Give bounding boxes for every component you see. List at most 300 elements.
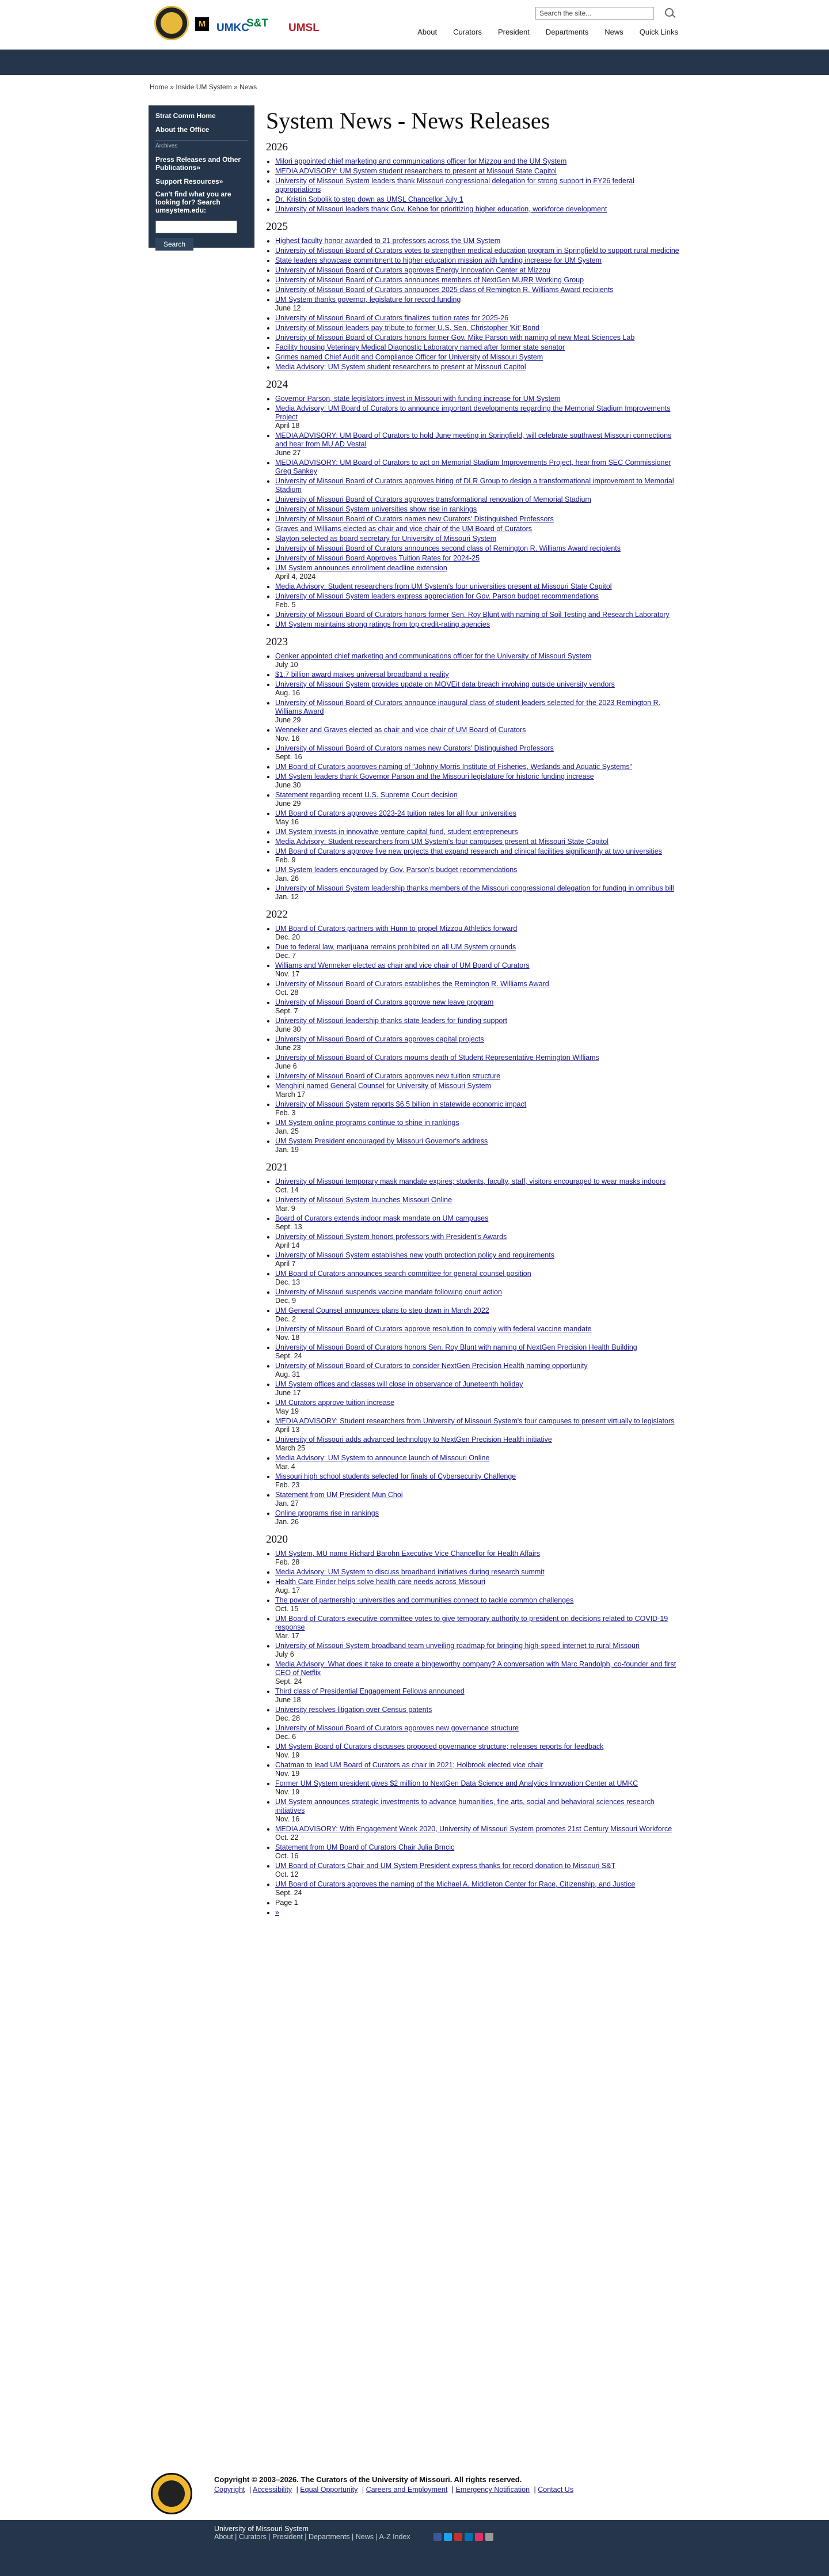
news-date: June 23 [275, 1044, 301, 1052]
news-link[interactable]: University of Missouri suspends vaccine mandate following court action [275, 1288, 502, 1296]
list-item [275, 680, 680, 698]
news-link[interactable]: Media Advisory: What does it take to create a bingeworthy company? A conversation with Marc Randolph, co-founder and first CEO of Netflix [275, 1660, 676, 1677]
news-year-list [266, 1177, 680, 1526]
footer-link-emergency-notification[interactable]: Emergency Notification [455, 2486, 530, 2494]
list-item [275, 157, 680, 166]
news-link[interactable]: UM System offices and classes will close in observance of Juneteenth holiday [275, 1380, 523, 1388]
list-item [275, 1214, 680, 1232]
list-item [275, 838, 680, 846]
news-date: Nov. 16 [275, 1815, 300, 1823]
news-link[interactable]: MEDIA ADVISORY: UM System student researchers to present at Missouri State Capitol [275, 167, 557, 175]
news-link[interactable]: UM System announces enrollment deadline extension [275, 564, 447, 572]
header-banner [0, 50, 829, 75]
news-date: April 14 [275, 1241, 300, 1249]
news-link[interactable]: MEDIA ADVISORY: UM Board of Curators to act on Memorial Stadium Improvements Project, hear from SEC Commissioner Greg Sankey [275, 459, 671, 475]
year-heading: 2024 [266, 378, 288, 391]
news-link[interactable]: Slayton selected as board secretary for University of Missouri System [275, 535, 497, 543]
news-date: Dec. 6 [275, 1733, 296, 1741]
list-item [275, 1054, 680, 1071]
news-link[interactable]: Governor Parson, state legislators invest in Missouri with funding increase for UM System [275, 395, 561, 403]
news-link[interactable]: UM Board of Curators approves naming of "Johnny Morris Institute of Fisheries, Wetlands and Aquatic Systems" [275, 763, 633, 771]
list-item [275, 1035, 680, 1052]
news-link[interactable]: University of Missouri Board of Curators honors former Sen. Roy Blunt with naming of Soil Testing and Research Laboratory [275, 611, 670, 619]
news-date: Nov. 18 [275, 1334, 300, 1342]
news-link[interactable]: University of Missouri Board Approves Tuition Rates for 2024-25 [275, 554, 480, 562]
news-link[interactable]: UM System maintains strong ratings from top credit-rating agencies [275, 620, 490, 628]
news-link[interactable]: University of Missouri System leaders thank Missouri congressional delegation for strong support in FY26 federal appropriations [275, 177, 634, 194]
footer-separator: | [532, 2486, 538, 2494]
news-link[interactable]: Former UM System president gives $2 million to NextGen Data Science and Analytics Innovation Center at UMKC [275, 1779, 638, 1787]
news-link[interactable]: Milori appointed chief marketing and communications officer for Mizzou and the UM System [275, 157, 567, 165]
site-search-input[interactable]: Search the site... [535, 7, 654, 20]
news-link[interactable]: University of Missouri temporary mask mandate expires; students, faculty, staff, visitors encouraged to wear masks indoors [275, 1177, 666, 1185]
news-link[interactable]: Graves and Williams elected as chair and vice chair of the UM Board of Curators [275, 525, 533, 533]
news-link[interactable]: UM System invests in innovative venture capital fund, student entrepreneurs [275, 828, 518, 836]
list-item [275, 286, 680, 294]
news-link[interactable]: Grimes named Chief Audit and Compliance Officer for University of Missouri System [275, 353, 543, 361]
news-link[interactable]: University of Missouri Board of Curators approves new governance structure [275, 1724, 519, 1732]
news-date: June 18 [275, 1696, 301, 1704]
um-system-seal-logo[interactable] [154, 6, 189, 40]
news-link[interactable]: University of Missouri System leaders express appreciation for Gov. Parson budget recommendations [275, 592, 599, 600]
news-date: Dec. 9 [275, 1297, 296, 1305]
missouri-st-logo[interactable]: S&T [246, 17, 268, 29]
list-item [275, 404, 680, 430]
news-link[interactable]: Media Advisory: UM System to announce launch of Missouri Online [275, 1454, 490, 1462]
news-link[interactable]: University of Missouri System leadership thanks members of the Missouri congressional delegation for funding in omnibus bill [275, 884, 674, 892]
news-date: Mar. 4 [275, 1463, 295, 1471]
sidebar-search-button[interactable]: Search [155, 238, 193, 251]
news-link[interactable]: UM Curators approve tuition increase [275, 1399, 395, 1407]
news-date: Nov. 17 [275, 970, 300, 978]
list-item [275, 1724, 680, 1741]
nav-item-quick-links[interactable]: Quick Links [639, 28, 678, 36]
news-link[interactable]: Facility housing Veterinary Medical Diagnostic Laboratory named after former state senator [275, 343, 565, 351]
nav-item-curators[interactable]: Curators [453, 28, 482, 36]
search-icon[interactable] [663, 7, 677, 20]
flickr-icon[interactable] [485, 2533, 493, 2541]
news-link[interactable]: University of Missouri Board of Curators finalizes tuition rates for 2025-26 [275, 314, 509, 322]
list-item [275, 1550, 680, 1567]
page-title: System News - News Releases [266, 108, 550, 134]
news-year-list [266, 395, 680, 629]
news-link[interactable]: UM Board of Curators approves the naming of the Michael A. Middleton Center for Race, Citizenship, and Justice [275, 1880, 636, 1888]
year-heading: 2020 [266, 1533, 288, 1545]
twitter-icon[interactable] [444, 2533, 452, 2541]
news-link[interactable]: Wenneker and Graves elected as chair and vice chair of UM Board of Curators [275, 726, 526, 734]
list-item [275, 1435, 680, 1453]
list-item [275, 505, 680, 514]
sidebar-link-support-resources[interactable]: Support Resources» [155, 177, 223, 185]
news-date: Feb. 23 [275, 1481, 300, 1489]
news-link[interactable]: Board of Curators extends indoor mask mandate on UM campuses [275, 1214, 489, 1222]
list-item [275, 1017, 680, 1034]
footer-separator: | [450, 2486, 456, 2494]
list-item [275, 535, 680, 543]
list-item [275, 1119, 680, 1136]
list-item [275, 334, 680, 342]
news-date: May 16 [275, 818, 299, 826]
footer-bar [0, 2520, 829, 2576]
news-link[interactable]: MEDIA ADVISORY: Student researchers from University of Missouri System's four campuses to present virtually to legislators [275, 1417, 675, 1425]
news-link[interactable]: University of Missouri leadership thanks state leaders for funding support [275, 1017, 507, 1025]
list-item [275, 1325, 680, 1342]
news-link[interactable]: University of Missouri System establishes new youth protection policy and requirements [275, 1251, 554, 1259]
list-item [275, 1306, 680, 1324]
news-link[interactable]: Media Advisory: UM Board of Curators to announce important developments regarding the Memorial Stadium Improvements Project [275, 404, 671, 421]
list-item [275, 1687, 680, 1704]
sidebar-search-input[interactable] [155, 221, 237, 233]
news-link[interactable]: MEDIA ADVISORY: With Engagement Week 2020, University of Missouri System promotes 21st Century Missouri Workforce [275, 1825, 672, 1833]
list-item [275, 791, 680, 808]
list-item [275, 1362, 680, 1379]
list-item [275, 1706, 680, 1723]
list-item [275, 459, 680, 476]
sidebar-link-strat-comm-home[interactable]: Strat Comm Home [155, 112, 216, 120]
news-date: April 4, 2024 [275, 573, 316, 581]
news-link[interactable]: University of Missouri System launches Missouri Online [275, 1196, 452, 1204]
news-link[interactable]: Dr. Kristin Sobolik to step down as UMSL Chancellor July 1 [275, 195, 463, 203]
news-link[interactable]: University of Missouri Board of Curators honors Sen. Roy Blunt with naming of NextGen Precision Health Building [275, 1343, 637, 1351]
list-item [275, 1660, 680, 1686]
news-link[interactable]: University of Missouri Board of Curators approves new tuition structure [275, 1072, 501, 1080]
news-date: Oct. 16 [275, 1852, 299, 1860]
news-date: March 25 [275, 1444, 306, 1452]
list-item [275, 1642, 680, 1659]
news-date: Sept. 24 [275, 1677, 302, 1685]
nav-item-president[interactable]: President [497, 28, 530, 36]
list-item [275, 1100, 680, 1117]
news-link[interactable]: University of Missouri leaders thank Gov. Kehoe for prioritizing higher education, workforce development [275, 205, 607, 213]
list-item [275, 1825, 680, 1842]
main-content [266, 107, 680, 1918]
news-date: Aug. 17 [275, 1586, 301, 1594]
news-date: April 13 [275, 1426, 300, 1434]
news-link[interactable]: University of Missouri System provides update on MOVEit data breach involving outside university vendors [275, 680, 615, 688]
list-item [275, 699, 680, 725]
list-item [275, 1491, 680, 1508]
footer [0, 2463, 829, 2520]
pager-current: • Page 1 [275, 1899, 680, 1907]
footer-link-contact-us[interactable]: Contact Us [538, 2486, 574, 2494]
list-item [275, 1251, 680, 1268]
copyright-text: Copyright © 2003–2026. The Curators of the University of Missouri. All rights reserved. [214, 2475, 522, 2484]
news-link[interactable]: Statement from UM President Mun Choi [275, 1491, 403, 1499]
list-item [275, 670, 680, 679]
list-item [275, 1380, 680, 1397]
news-link[interactable]: Media Advisory: UM System student researchers to present at Missouri Capitol [275, 363, 526, 371]
breadcrumb [150, 83, 257, 91]
news-link[interactable]: UM System leaders thank Governor Parson and the Missouri legislature for historic funding increase [275, 772, 594, 781]
pager-next-link[interactable]: » [275, 1908, 279, 1916]
news-link[interactable]: University of Missouri leaders pay tribute to former U.S. Sen. Christopher 'Kit' Bond [275, 324, 540, 332]
news-link[interactable]: University of Missouri Board of Curators approve new leave program [275, 998, 494, 1006]
news-link[interactable]: University of Missouri System universities show rise in rankings [275, 505, 477, 513]
list-item [275, 431, 680, 457]
list-item [275, 1233, 680, 1250]
list-item [275, 763, 680, 771]
umkc-logo[interactable]: UMKC [216, 22, 249, 34]
footer-separator: | [247, 2486, 253, 2494]
mizzou-logo[interactable]: M [195, 17, 209, 31]
news-link[interactable]: University of Missouri Board of Curators votes to strengthen medical education program in Springfield to support rural medicine [275, 247, 679, 255]
linkedin-icon[interactable] [465, 2533, 473, 2541]
news-date: Aug. 16 [275, 689, 301, 697]
list-item [275, 1578, 680, 1595]
news-date: Oct. 14 [275, 1186, 299, 1194]
list-item [275, 1137, 680, 1154]
list-item [275, 314, 680, 323]
news-link[interactable]: Media Advisory: UM System to discuss broadband initiatives during research summit [275, 1568, 545, 1576]
list-item [275, 1798, 680, 1824]
news-link[interactable]: University of Missouri System honors professors with President's Awards [275, 1233, 507, 1241]
list-item [275, 1596, 680, 1613]
list-item [275, 943, 680, 960]
news-link[interactable]: Missouri high school students selected for finals of Cybersecurity Challenge [275, 1472, 516, 1480]
list-item [275, 652, 680, 669]
news-date: June 27 [275, 449, 301, 457]
news-link[interactable]: UM System leaders encouraged by Gov. Parson's budget recommendations [275, 866, 518, 874]
news-link[interactable]: UM Board of Curators announces search committee for general counsel position [275, 1270, 531, 1278]
footer-bar-links[interactable]: About | Curators | President | Departments | News | A-Z Index [214, 2533, 410, 2541]
list-item [275, 477, 680, 494]
nav-item-departments[interactable]: Departments [545, 28, 589, 36]
umsl-logo[interactable]: UMSL [288, 22, 320, 34]
news-link[interactable]: Highest faculty honor awarded to 21 professors across the UM System [275, 237, 501, 245]
list-item [275, 611, 680, 619]
list-item [275, 395, 680, 403]
news-date: Dec. 20 [275, 933, 301, 941]
instagram-icon[interactable] [475, 2533, 483, 2541]
news-date: Oct. 22 [275, 1833, 299, 1842]
list-item [275, 1288, 680, 1305]
list-item [275, 544, 680, 553]
news-link[interactable]: UM General Counsel announces plans to step down in March 2022 [275, 1306, 489, 1314]
list-item [275, 195, 680, 204]
news-date: Sept. 13 [275, 1223, 302, 1231]
news-link[interactable]: Statement regarding recent U.S. Supreme Court decision [275, 791, 458, 799]
sidebar-link-press-releases[interactable]: Press Releases and Other Publications» [155, 156, 241, 172]
news-link[interactable]: Media Advisory: Student researchers from UM System's four universities present at Missouri State Capitol [275, 582, 612, 590]
news-link[interactable]: UM Board of Curators executive committee votes to give temporary authority to president on decisions related to COVID-19 response [275, 1615, 668, 1631]
nav-item-about[interactable]: About [417, 28, 438, 36]
pagination [266, 1899, 680, 1917]
list-item [275, 515, 680, 524]
year-heading: 2026 [266, 141, 288, 153]
news-link[interactable]: State leaders showcase commitment to higher education mission with funding increase for UM System [275, 256, 602, 264]
list-item [275, 1779, 680, 1797]
list-item [275, 177, 680, 194]
news-date: Feb. 28 [275, 1558, 300, 1566]
news-link[interactable]: Menghini named General Counsel for University of Missouri System [275, 1082, 492, 1090]
news-link[interactable]: UM System President encouraged by Missouri Governor's address [275, 1137, 488, 1145]
list-item [275, 1196, 680, 1213]
news-date: Feb. 9 [275, 856, 296, 864]
news-date: Jan. 19 [275, 1146, 299, 1154]
list-item [275, 353, 680, 362]
news-link[interactable]: University of Missouri Board of Curators establishes the Remington R. Williams Award [275, 980, 549, 988]
list-item [275, 1472, 680, 1490]
news-link[interactable]: Williams and Wenneker elected as chair and vice chair of UM Board of Curators [275, 961, 530, 969]
breadcrumb-item: News [239, 83, 257, 91]
list-item [275, 772, 680, 790]
breadcrumb-item[interactable]: Home [150, 83, 169, 91]
footer-link-careers-and-employment[interactable]: Careers and Employment [366, 2486, 448, 2494]
footer-link-copyright[interactable]: Copyright [214, 2486, 245, 2494]
list-item [275, 1082, 680, 1099]
news-link[interactable]: UM System online programs continue to shine in rankings [275, 1119, 459, 1127]
news-link[interactable]: University of Missouri Board of Curators honors former Gov. Mike Parson with naming of new Meat Sciences Lab [275, 334, 635, 342]
footer-link-accessibility[interactable]: Accessibility [253, 2486, 292, 2494]
news-link[interactable]: University of Missouri System reports $6.5 billion in statewide economic impact [275, 1100, 527, 1108]
news-link[interactable]: University of Missouri Board of Curators announces second class of Remington R. Williams Award recipients [275, 544, 621, 552]
news-link[interactable]: Due to federal law, marijuana remains prohibited on all UM System grounds [275, 943, 516, 951]
news-list [266, 141, 680, 1897]
news-date: Jan. 26 [275, 874, 299, 882]
news-link[interactable]: UM System announces strategic investments to advance humanities, fine arts, social and behavioral sciences research initiatives [275, 1798, 655, 1814]
news-link[interactable]: University of Missouri Board of Curators names new Curators' Distinguished Professors [275, 744, 554, 752]
news-date: May 19 [275, 1407, 299, 1415]
list-item [275, 809, 680, 827]
news-link[interactable]: University of Missouri Board of Curators announce inaugural class of student leaders selected for the 2023 Remington R. Williams Award [275, 699, 661, 715]
news-link[interactable]: University of Missouri Board of Curators announces members of NextGen MURR Working Group [275, 276, 584, 284]
news-link[interactable]: University of Missouri Board of Curators approve resolution to comply with federal vaccine mandate [275, 1325, 592, 1333]
list-item [275, 582, 680, 591]
list-item [275, 1509, 680, 1526]
list-item [275, 276, 680, 285]
year-heading: 2021 [266, 1161, 288, 1173]
footer-links [214, 2486, 576, 2494]
news-link[interactable]: University of Missouri Board of Curators to consider NextGen Precision Health naming opportunity [275, 1362, 588, 1370]
news-date: Nov. 19 [275, 1751, 300, 1759]
list-item [275, 525, 680, 533]
news-link[interactable]: University of Missouri Board of Curators announces 2025 class of Remington R. Williams Award recipients [275, 286, 614, 294]
news-link[interactable]: University of Missouri Board of Curators approves transformational renovation of Memorial Stadium [275, 495, 591, 503]
news-link[interactable]: Online programs rise in rankings [275, 1509, 379, 1517]
list-item [275, 343, 680, 352]
news-link[interactable]: UM Board of Curators partners with Hunn to propel Mizzou Athletics forward [275, 925, 518, 933]
news-link[interactable]: UM System, MU name Richard Barohn Executive Vice Chancellor for Health Affairs [275, 1550, 541, 1558]
news-link[interactable]: Third class of Presidential Engagement Fellows announced [275, 1687, 465, 1695]
news-date: June 17 [275, 1389, 301, 1397]
list-item [275, 884, 680, 901]
news-date: April 7 [275, 1260, 296, 1268]
news-link[interactable]: Media Advisory: Student researchers from UM System's four campuses present at Missouri State Capitol [275, 838, 609, 846]
news-link[interactable]: University of Missouri System broadband team unveiling roadmap for bringing high-speed internet to rural Missouri [275, 1642, 640, 1650]
news-link[interactable]: UM Board of Curators approve five new projects that expand research and clinical facilities significantly at two universities [275, 847, 662, 855]
news-date: Mar. 17 [275, 1632, 299, 1640]
list-item [275, 1072, 680, 1081]
news-year-list [266, 652, 680, 901]
news-link[interactable]: The power of partnership: universities and communities connect to tackle common challenges [275, 1596, 574, 1604]
sidebar-divider [155, 140, 248, 141]
news-date: Oct. 15 [275, 1605, 299, 1613]
news-date: Jan. 12 [275, 893, 299, 901]
breadcrumb-item[interactable]: Inside UM System [176, 83, 232, 91]
news-date: July 10 [275, 661, 298, 669]
news-date: Nov. 19 [275, 1788, 300, 1796]
breadcrumb-separator: » [168, 83, 176, 91]
list-item [275, 1843, 680, 1861]
year-heading: 2022 [266, 908, 288, 920]
list-item [275, 744, 680, 762]
list-item [275, 564, 680, 581]
list-item [275, 266, 680, 275]
news-date: Sept. 24 [275, 1889, 302, 1897]
news-date: Oct. 12 [275, 1870, 299, 1878]
news-year-list [266, 925, 680, 1154]
news-date: Dec. 28 [275, 1714, 301, 1722]
footer-separator: | [294, 2486, 301, 2494]
list-item [275, 554, 680, 563]
list-item [275, 866, 680, 883]
list-item [275, 256, 680, 265]
list-item [275, 1343, 680, 1361]
year-heading: 2023 [266, 636, 288, 648]
footer-link-equal-opportunity[interactable]: Equal Opportunity [300, 2486, 358, 2494]
list-item [275, 998, 680, 1016]
news-link[interactable]: University of Missouri Board of Curators approves Energy Innovation Center at Mizzou [275, 266, 550, 274]
news-link[interactable]: $1.7 billion award makes universal broadband a reality [275, 670, 449, 679]
facebook-icon[interactable] [433, 2533, 442, 2541]
news-link[interactable]: University of Missouri Board of Curators approves hiring of DLR Group to design a transformational improvement to Memorial Stadium [275, 477, 674, 494]
top-navigation [417, 28, 678, 36]
list-item [275, 296, 680, 313]
breadcrumb-separator: » [231, 83, 240, 91]
news-date: Nov. 16 [275, 734, 300, 743]
list-item [275, 237, 680, 245]
news-link[interactable]: University of Missouri Board of Curators names new Curators' Distinguished Professors [275, 515, 554, 523]
list-item [275, 1270, 680, 1287]
news-link[interactable]: UM Board of Curators Chair and UM System President express thanks for record donation to Missouri S&T [275, 1862, 616, 1870]
footer-bar-title[interactable]: University of Missouri System [214, 2525, 309, 2533]
nav-item-news[interactable]: News [604, 28, 623, 36]
list-item [275, 324, 680, 332]
year-heading: 2025 [266, 221, 288, 233]
sidebar-link-about-office[interactable]: About the Office [155, 126, 210, 134]
news-date: Mar. 9 [275, 1204, 295, 1213]
news-date: Oct. 28 [275, 988, 299, 997]
news-link[interactable]: University of Missouri adds advanced technology to NextGen Precision Health initiative [275, 1435, 552, 1444]
news-date: June 29 [275, 800, 301, 808]
site-header [0, 0, 829, 50]
news-link[interactable]: University of Missouri Board of Curators approves capital projects [275, 1035, 484, 1043]
list-item [275, 1568, 680, 1577]
news-link[interactable]: Chatman to lead UM Board of Curators as chair in 2021; Holbrook elected vice chair [275, 1761, 543, 1769]
list-item [275, 167, 680, 176]
news-link[interactable]: UM Board of Curators approves 2023-24 tuition rates for all four universities [275, 809, 516, 817]
news-date: Nov. 19 [275, 1770, 300, 1778]
news-date: Sept. 7 [275, 1007, 298, 1015]
news-link[interactable]: Oenker appointed chief marketing and communications officer for the University of Missouri System [275, 652, 592, 660]
footer-seal-logo [151, 2473, 192, 2514]
youtube-icon[interactable] [454, 2533, 462, 2541]
news-link[interactable]: UM System Board of Curators discusses proposed governance structure; releases reports for feedback [275, 1742, 604, 1751]
news-date: June 30 [275, 1025, 301, 1033]
list-item [275, 980, 680, 997]
news-link[interactable]: Health Care Finder helps solve health care needs across Missouri [275, 1578, 485, 1586]
sidebar-archives-label: Archives [155, 143, 178, 149]
news-link[interactable]: UM System thanks governor, legislature for record funding [275, 296, 461, 304]
list-item [275, 1880, 680, 1897]
news-link[interactable]: Statement from UM Board of Curators Chair Julia Brncic [275, 1843, 455, 1851]
news-link[interactable]: University of Missouri Board of Curators mourns death of Student Representative Remington Williams [275, 1054, 599, 1062]
news-date: March 17 [275, 1090, 306, 1098]
news-link[interactable]: MEDIA ADVISORY: UM Board of Curators to hold June meeting in Springfield, will celebrate southwest Missouri connections and hear from MU AD Vestal [275, 431, 672, 448]
list-item [275, 1454, 680, 1471]
news-link[interactable]: University resolves litigation over Census patents [275, 1706, 432, 1714]
news-date: Feb. 3 [275, 1109, 296, 1117]
